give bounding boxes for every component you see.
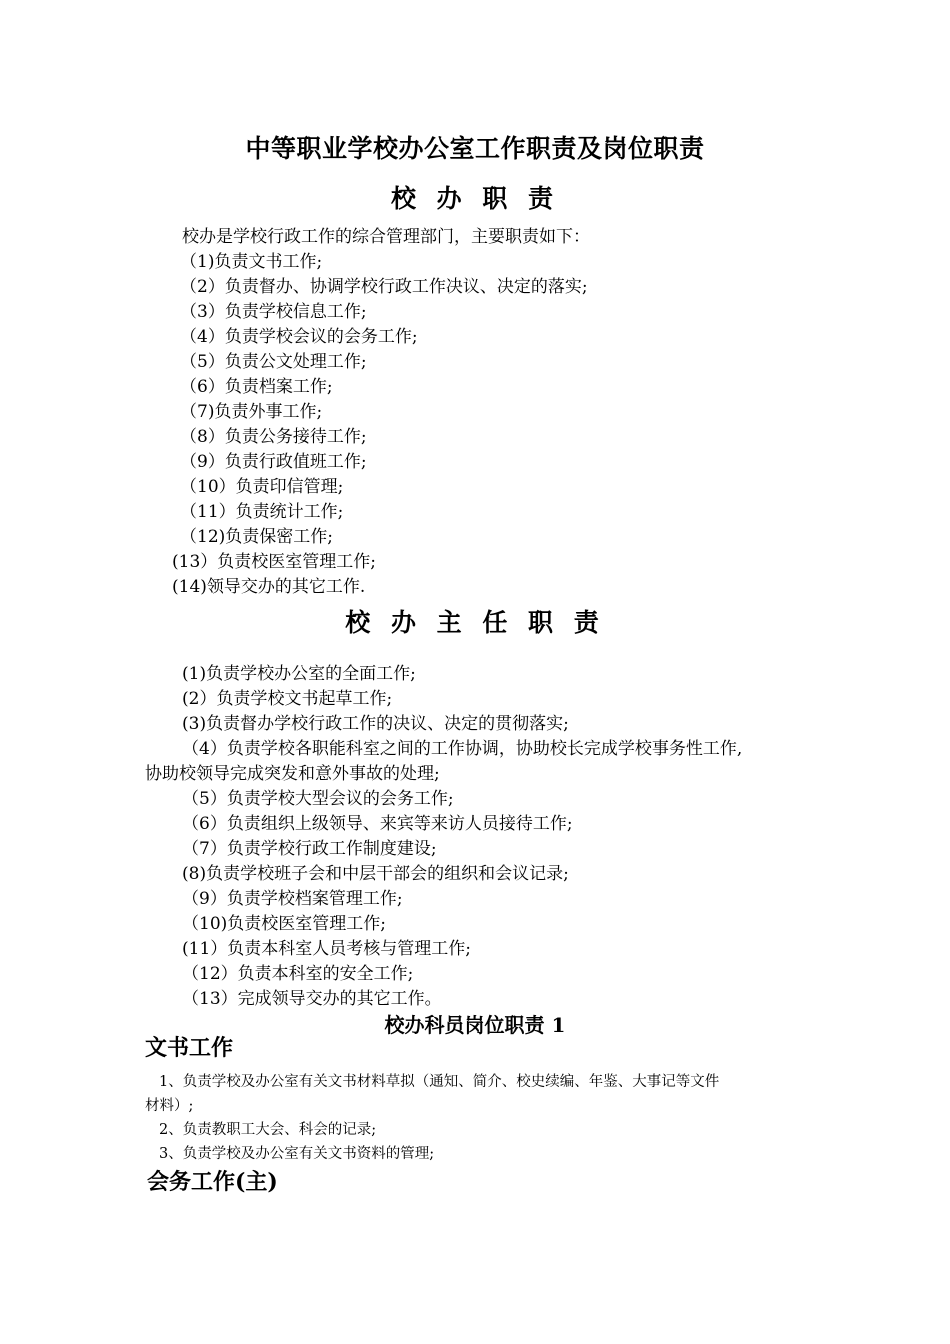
director-duty-item4-line1: （4）负责学校各职能科室之间的工作协调，协助校长完成学校事务性工作,: [182, 739, 743, 759]
director-duty-item4: [182, 737, 742, 762]
director-duty-item: (8)负责学校班子会和中层干部会的组织和会议记录;: [182, 864, 569, 884]
section-heading-director-duties: 校 办 主 任 职 责: [345, 608, 605, 637]
director-duty-item: （6）负责组织上级领导、来宾等来访人员接待工作;: [182, 814, 573, 834]
office-duties-items: [172, 250, 588, 600]
office-duties-list: [182, 225, 590, 250]
director-duty-item: (3)负责督办学校行政工作的决议、决定的贯彻落实;: [182, 714, 569, 734]
director-duty-item: (2）负责学校文书起草工作;: [182, 689, 393, 709]
section-heading-clerk-duties: 校办科员岗位职责 1: [384, 1013, 566, 1037]
block-heading-meeting-affairs: 会务工作(主): [147, 1169, 278, 1195]
director-duty-item: (11）负责本科室人员考核与管理工作;: [182, 939, 471, 959]
director-duty-item: （5）负责学校大型会议的会务工作;: [182, 789, 454, 809]
director-duty-item: （9）负责学校档案管理工作;: [182, 889, 403, 909]
director-duty-item: （12）负责本科室的安全工作;: [182, 964, 414, 984]
office-duty-item: （4）负责学校会议的会务工作;: [180, 327, 418, 347]
office-duty-item: （12)负责保密工作;: [180, 527, 333, 547]
office-duty-item: （11）负责统计工作;: [180, 502, 344, 522]
document-title: 中等职业学校办公室工作职责及岗位职责: [245, 134, 705, 163]
documents-duty-item3: 3、负责学校及办公室有关文书资料的管理;: [159, 1146, 435, 1162]
office-duty-item: （7)负责外事工作;: [180, 402, 323, 422]
director-duty-item4-line2: 协助校领导完成突发和意外事故的处理;: [145, 764, 440, 784]
block-heading-documents: 文书工作: [145, 1035, 234, 1061]
office-duty-item: （9）负责行政值班工作;: [180, 452, 367, 472]
documents-duties-list: [145, 1070, 719, 1166]
director-duty-item4-cont: [145, 762, 440, 787]
director-duties-list-rest: [182, 787, 573, 1012]
director-duties-list-top: [182, 662, 569, 737]
director-duty-item: (1)负责学校办公室的全面工作;: [182, 664, 416, 684]
office-duty-item: (14)领导交办的其它工作.: [172, 577, 366, 597]
director-duty-item: （7）负责学校行政工作制度建设;: [182, 839, 437, 859]
section-heading-office-duties: 校 办 职 责: [390, 184, 560, 213]
office-duties-intro: 校办是学校行政工作的综合管理部门，主要职责如下：: [182, 227, 590, 247]
office-duty-item: （6）负责档案工作;: [180, 377, 333, 397]
documents-duty-item1-line2: 材料）;: [145, 1098, 194, 1114]
documents-duty-item1-line1: 1、负责学校及办公室有关文书材料草拟（通知、简介、校史续编、年鉴、大事记等文件: [159, 1074, 720, 1090]
documents-duty-item2: 2、负责教职工大会、科会的记录;: [159, 1122, 377, 1138]
office-duty-item: （1)负责文书工作;: [180, 252, 323, 272]
office-duty-item: （5）负责公文处理工作;: [180, 352, 367, 372]
director-duty-item: （13）完成领导交办的其它工作。: [182, 989, 442, 1009]
office-duty-item: （10）负责印信管理;: [180, 477, 344, 497]
office-duty-item: （2）负责督办、协调学校行政工作决议、决定的落实;: [180, 277, 588, 297]
office-duty-item: （3）负责学校信息工作;: [180, 302, 367, 322]
office-duty-item: (13）负责校医室管理工作;: [172, 552, 376, 572]
office-duty-item: （8）负责公务接待工作;: [180, 427, 367, 447]
director-duty-item: （10)负责校医室管理工作;: [182, 914, 386, 934]
